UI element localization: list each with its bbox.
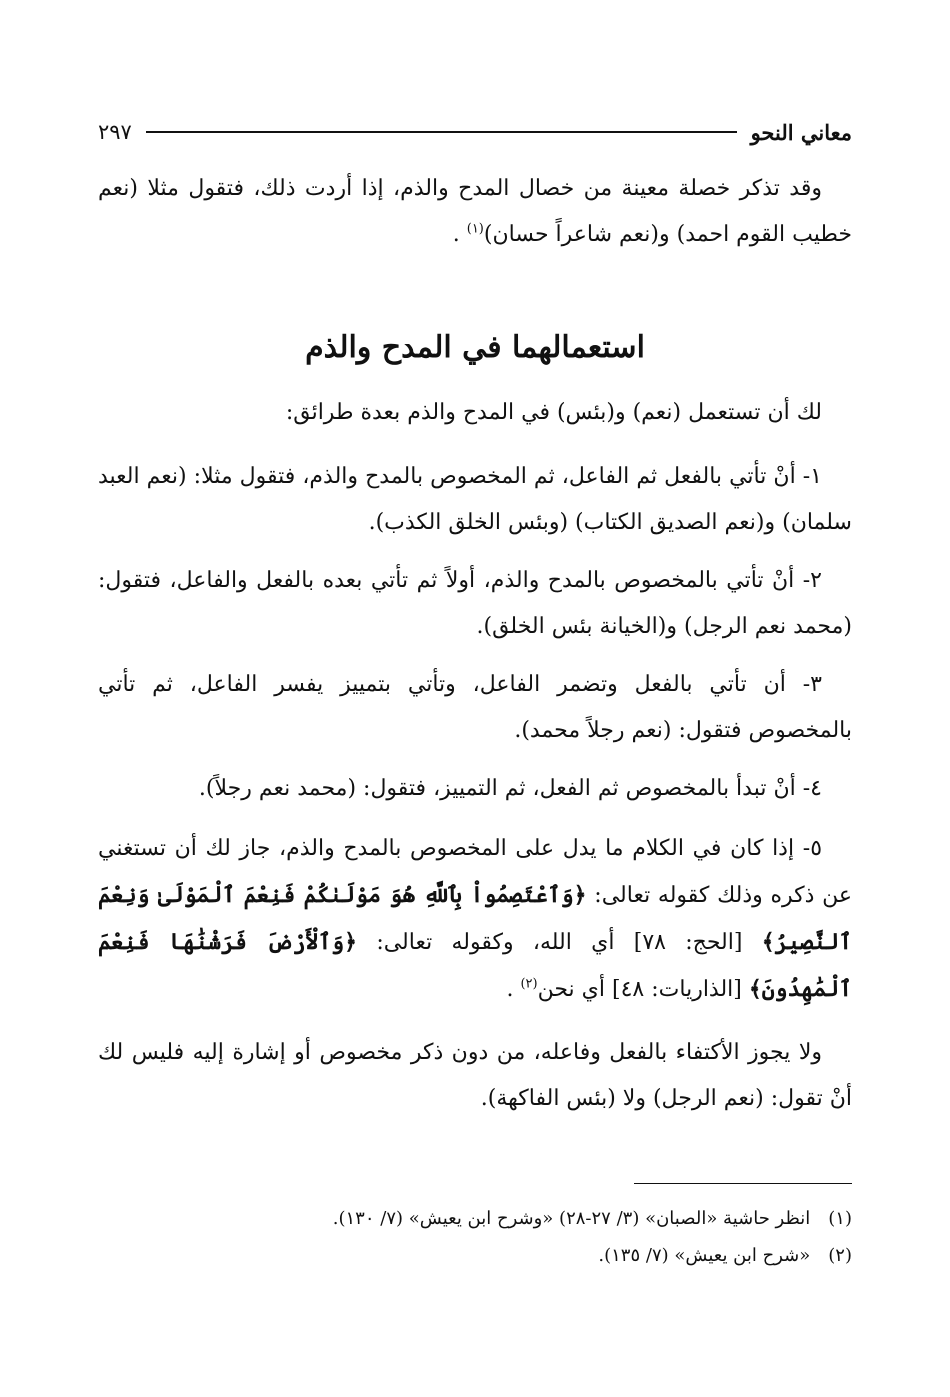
closing-paragraph: ولا يجوز الأكتفاء بالفعل وفاعله، من دون ذكر مخصوص أو إشارة إليه فليس لك أنْ تقول: (نعم الرجل) ولا (بئس الفاكهة). <box>98 1040 852 1111</box>
intro-text: وقد تذكر خصلة معينة من خصال المدح والذم، إذا أردت ذلك، فتقول مثلا (نعم خطيب القوم احمد) و(نعم شاعراً حسان) <box>98 176 852 247</box>
verse-2-reference: [الذاريات: ٤٨] <box>612 977 742 1002</box>
item5-mid: أي الله، وكقوله تعالى: <box>376 930 615 955</box>
footnote-1-number: (١) <box>828 1208 852 1229</box>
list-item-2: ٢- أنْ تأتي بالمخصوص بالمدح والذم، أولاً ثم تأتي بعده بالفعل والفاعل، فتقول: (محمد نعم الرجل) و(الخيانة بئس الخلق). <box>98 568 852 639</box>
running-header <box>98 112 852 152</box>
quran-verse-1: ﴿وَٱعْتَصِمُواْ بِٱللَّهِ هُوَ مَوْلَىٰكُمْ فَنِعْمَ ٱلْمَوْلَىٰ وَنِعْمَ ٱلنَّصِيرُ﴾ <box>98 882 852 955</box>
footnote-2-number: (٢) <box>828 1245 852 1266</box>
footnote-ref-1[interactable]: (١) <box>466 221 484 237</box>
section-heading: استعمالهما في المدح والذم <box>305 330 645 365</box>
page-number: ٢٩٧ <box>98 120 132 144</box>
item5-end: . <box>506 977 514 1002</box>
list-item-1: ١- أنْ تأتي بالفعل ثم الفاعل، ثم المخصوص بالمدح والذم، فتقول مثلا: (نعم العبد سلمان) و(نعم الصديق الكتاب) (وبئس الخلق الكذب). <box>98 464 852 535</box>
footnote-2 <box>98 1245 852 1266</box>
quran-verse-2: ﴿وَٱلْأَرْضَ فَرَشْنَٰهَا فَنِعْمَ ٱلْمَٰهِدُونَ﴾ <box>98 929 852 1002</box>
footnote-ref-2[interactable]: (٢) <box>520 976 538 992</box>
footnote-1 <box>98 1208 852 1229</box>
list-item-3: ٣- أن تأتي بالفعل وتضمر الفاعل، وتأتي بتمييز يفسر الفاعل، ثم تأتي بالمخصوص فتقول: (نعم رجلاً محمد). <box>98 672 852 743</box>
book-title: معاني النحو <box>750 119 852 145</box>
item5-tail: أي نحن <box>537 977 606 1002</box>
footnote-separator <box>634 1183 852 1184</box>
verse-1-reference: [الحج: ٧٨] <box>633 930 743 955</box>
intro-paragraph <box>98 166 852 258</box>
list-item-4: ٤- أنْ تبدأ بالمخصوص ثم الفعل، ثم التمييز، فتقول: (محمد نعم رجلاً). <box>198 776 822 801</box>
intro-end: . <box>452 222 460 247</box>
header-rule <box>146 131 737 133</box>
footnote-1-text: انظر حاشية «الصبان» (٣/ ٢٧-٢٨) «وشرح ابن يعيش» (٧/ ١٣٠). <box>332 1208 811 1229</box>
footnote-2-text: «شرح ابن يعيش» (٧/ ١٣٥). <box>598 1245 811 1266</box>
list-item-5 <box>98 826 852 1013</box>
lead-paragraph: لك أن تستعمل (نعم) و(بئس) في المدح والذم بعدة طرائق: <box>285 400 822 425</box>
item5-lead: ٥- إذا كان في الكلام ما يدل على المخصوص بالمدح والذم، جاز لك أن تستغني عن ذكره وذلك كقوله تعالى: <box>98 836 852 908</box>
